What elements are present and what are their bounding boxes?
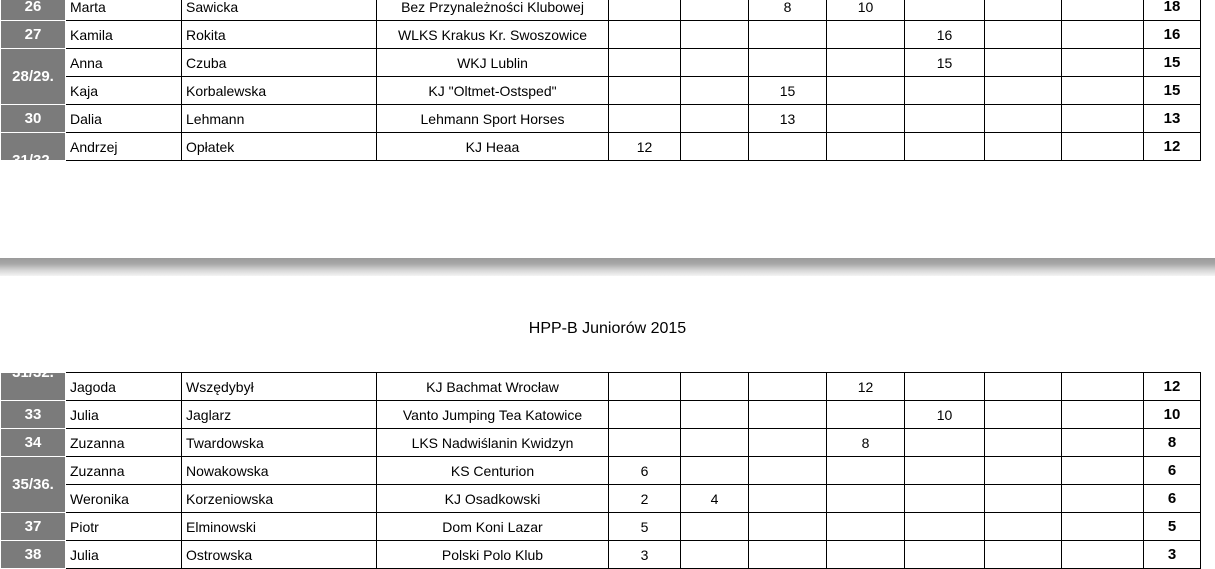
points-cell [749,133,827,161]
club-name: Vanto Jumping Tea Katowice [377,401,609,429]
table-row [1,21,1201,49]
total-points: 10 [1144,401,1201,429]
first-name: Zuzanna [66,457,182,485]
last-name: Opłatek [182,133,377,161]
points-cell [827,457,905,485]
points-cell [1062,373,1144,401]
place-label: 31/32. [12,363,54,381]
place-cell [1,105,66,133]
points-cell [681,0,749,21]
points-cell [749,457,827,485]
points-cell [1062,0,1144,21]
points-cell [1062,133,1144,161]
points-cell [1062,457,1144,485]
points-cell [749,373,827,401]
place-cell [1,457,66,513]
points-cell [1062,429,1144,457]
place-cell [1,541,66,569]
points-cell [985,513,1062,541]
points-cell [985,21,1062,49]
place-cell [1,49,66,105]
first-name: Julia [66,541,182,569]
points-cell: 8 [749,0,827,21]
results-table-bottom [0,363,1201,569]
points-cell [1062,105,1144,133]
points-cell [681,541,749,569]
points-cell [681,77,749,105]
club-name: Dom Koni Lazar [377,513,609,541]
table-row [1,401,1201,429]
last-name: Nowakowska [182,457,377,485]
points-cell [681,49,749,77]
points-cell [827,485,905,513]
points-cell [985,105,1062,133]
last-name: Wszędybył [182,373,377,401]
points-cell [609,105,681,133]
club-name: Bez Przynależności Klubowej [377,0,609,21]
last-name: Czuba [182,49,377,77]
points-cell [827,133,905,161]
points-cell [827,105,905,133]
last-name: Lehmann [182,105,377,133]
table-row [1,457,1201,485]
points-cell [905,105,985,133]
place-cell [1,133,66,169]
total-points: 15 [1144,77,1201,105]
top-page [0,0,1215,169]
first-name: Kamila [66,21,182,49]
points-cell: 6 [609,457,681,485]
first-name: Anna [66,49,182,77]
points-cell [827,77,905,105]
page-separator [0,258,1215,276]
points-cell [1062,21,1144,49]
points-cell [905,457,985,485]
points-cell [749,541,827,569]
club-name: KJ Heaa [377,133,609,161]
club-name: KJ Bachmat Wrocław [377,373,609,401]
table-row [1,49,1201,77]
last-name: Jaglarz [182,401,377,429]
club-name: LKS Nadwiślanin Kwidzyn [377,429,609,457]
points-cell [749,485,827,513]
first-name: Andrzej [66,133,182,161]
points-cell [609,401,681,429]
points-cell [1062,513,1144,541]
table-row [1,105,1201,133]
place-label: 30 [24,109,42,127]
total-points: 12 [1144,373,1201,401]
first-name: Kaja [66,77,182,105]
points-cell: 3 [609,541,681,569]
place-cell [1,513,66,541]
points-cell: 10 [827,0,905,21]
total-points: 6 [1144,485,1201,513]
points-cell [985,133,1062,161]
points-cell [681,133,749,161]
place-label: 31/32. [12,151,54,169]
points-cell [827,21,905,49]
points-cell [609,373,681,401]
points-cell [905,77,985,105]
total-points: 18 [1144,0,1201,21]
last-name: Ostrowska [182,541,377,569]
results-table-top [0,0,1201,169]
first-name: Weronika [66,485,182,513]
points-cell [905,133,985,161]
points-cell: 13 [749,105,827,133]
points-cell [827,513,905,541]
points-cell [985,401,1062,429]
last-name: Elminowski [182,513,377,541]
table-row [1,373,1201,401]
points-cell [1062,485,1144,513]
first-name: Marta [66,0,182,21]
points-cell [681,513,749,541]
last-name: Twardowska [182,429,377,457]
points-cell: 16 [905,21,985,49]
last-name: Korzeniowska [182,485,377,513]
points-cell [681,21,749,49]
place-label: 33 [24,405,42,423]
total-points: 13 [1144,105,1201,133]
points-cell [681,429,749,457]
points-cell [985,373,1062,401]
points-cell [609,0,681,21]
table-row [1,0,1201,21]
points-cell [609,49,681,77]
points-cell [905,373,985,401]
place-cell [1,429,66,457]
points-cell: 4 [681,485,749,513]
points-cell [749,429,827,457]
points-cell [905,541,985,569]
points-cell [985,77,1062,105]
place-cell [1,401,66,429]
points-cell [609,21,681,49]
first-name: Zuzanna [66,429,182,457]
points-cell: 15 [749,77,827,105]
club-name: Lehmann Sport Horses [377,105,609,133]
points-cell [827,49,905,77]
points-cell [749,513,827,541]
table-row [1,541,1201,569]
place-cell [1,363,66,401]
club-name: KJ "Oltmet-Ostsped" [377,77,609,105]
place-label: 35/36. [12,475,54,493]
club-name: KJ Osadkowski [377,485,609,513]
points-cell [985,541,1062,569]
points-cell [749,21,827,49]
place-label: 34 [24,433,42,451]
section-title: HPP-B Juniorów 2015 [528,320,687,337]
table-row [1,133,1201,161]
table-row [1,77,1201,105]
points-cell: 12 [609,133,681,161]
place-cell [1,0,66,21]
last-name: Sawicka [182,0,377,21]
total-points: 3 [1144,541,1201,569]
points-cell: 15 [905,49,985,77]
place-label: 28/29. [12,67,54,85]
points-cell: 10 [905,401,985,429]
points-cell [1062,401,1144,429]
points-cell [905,429,985,457]
points-cell [905,513,985,541]
points-cell [681,373,749,401]
table-row [1,513,1201,541]
points-cell [985,49,1062,77]
club-name: WLKS Krakus Kr. Swoszowice [377,21,609,49]
points-cell [827,541,905,569]
bottom-page [0,276,1215,569]
points-cell [681,401,749,429]
points-cell: 8 [827,429,905,457]
points-cell [905,0,985,21]
points-cell [905,485,985,513]
points-cell [749,49,827,77]
total-points: 16 [1144,21,1201,49]
total-points: 12 [1144,133,1201,161]
club-name: KS Centurion [377,457,609,485]
points-cell: 12 [827,373,905,401]
points-cell [985,485,1062,513]
points-cell [985,0,1062,21]
points-cell [681,105,749,133]
points-cell [609,429,681,457]
points-cell [1062,541,1144,569]
place-label: 26 [24,0,42,15]
points-cell [681,457,749,485]
first-name: Jagoda [66,373,182,401]
club-name: WKJ Lublin [377,49,609,77]
first-name: Julia [66,401,182,429]
first-name: Piotr [66,513,182,541]
points-cell: 2 [609,485,681,513]
place-label: 37 [24,517,42,535]
points-cell [1062,49,1144,77]
place-label: 38 [24,545,42,563]
table-row [1,429,1201,457]
points-cell [749,401,827,429]
last-name: Rokita [182,21,377,49]
last-name: Korbalewska [182,77,377,105]
total-points: 15 [1144,49,1201,77]
club-name: Polski Polo Klub [377,541,609,569]
points-cell [985,457,1062,485]
points-cell [827,401,905,429]
place-cell [1,21,66,49]
table-row [1,485,1201,513]
first-name: Dalia [66,105,182,133]
total-points: 6 [1144,457,1201,485]
points-cell [1062,77,1144,105]
points-cell: 5 [609,513,681,541]
points-cell [985,429,1062,457]
total-points: 5 [1144,513,1201,541]
total-points: 8 [1144,429,1201,457]
place-label: 27 [24,25,42,43]
points-cell [609,77,681,105]
